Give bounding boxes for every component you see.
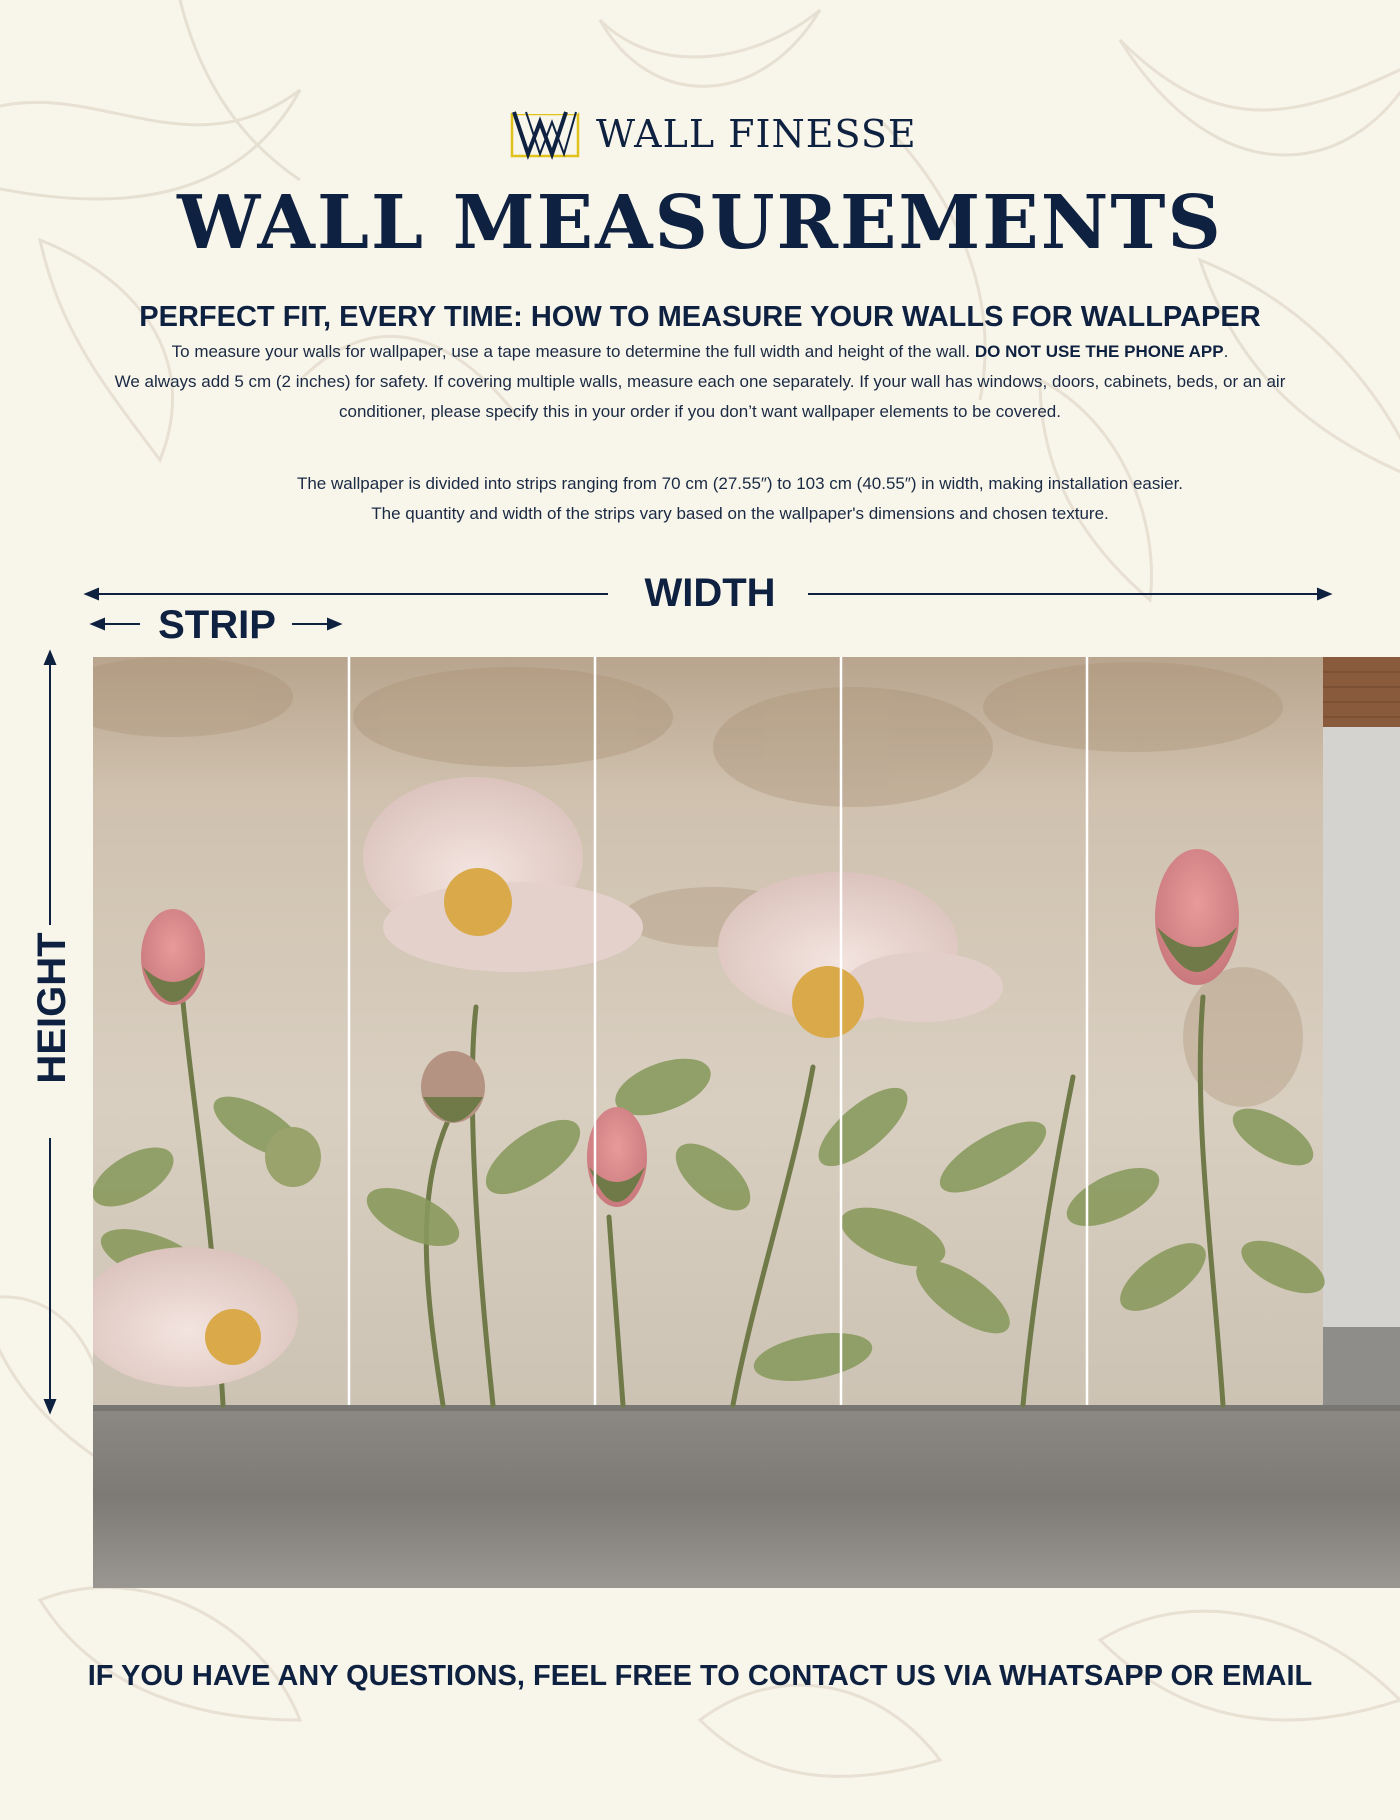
page-subtitle: PERFECT FIT, EVERY TIME: HOW TO MEASURE YOUR WALLS FOR WALLPAPER <box>139 301 1261 333</box>
measuring-instructions <box>80 337 1320 427</box>
strip-info <box>210 469 1270 529</box>
floral-wallpaper-image <box>93 657 1400 1588</box>
brand-name: WALL FINESSE <box>596 112 917 156</box>
instruction-text: To measure your walls for wallpaper, use a tape measure to determine the full width and height of the wall. <box>171 342 971 361</box>
contact-cta: IF YOU HAVE ANY QUESTIONS, FEEL FREE TO CONTACT US VIA WHATSAPP OR EMAIL <box>87 1660 1313 1692</box>
instruction-period: . <box>1223 342 1229 361</box>
safety-margin-text: We always add 5 cm (2 inches) for safety. If covering multiple walls, measure each one separately. If your wall has windows, doors, cabinets, beds, or an air conditioner, please specify this in your order if you don’t want wallpaper elements to be covered. <box>114 372 1286 421</box>
wall-finesse-monogram-icon <box>510 108 580 160</box>
strip-width-text: The wallpaper is divided into strips ranging from 70 cm (27.55″) to 103 cm (40.55″) in width, making installation easier. <box>296 474 1184 493</box>
phone-app-warning: DO NOT USE THE PHONE APP <box>974 342 1224 361</box>
wall-mural-illustration <box>93 657 1400 1588</box>
width-label: WIDTH <box>644 571 776 615</box>
strip-label: STRIP <box>158 603 276 647</box>
strip-quantity-text: The quantity and width of the strips vary based on the wallpaper's dimensions and chosen texture. <box>371 504 1109 523</box>
brand-logo[interactable] <box>510 108 917 160</box>
page-title: WALL MEASUREMENTS <box>177 180 1223 266</box>
height-label: HEIGHT <box>30 932 74 1084</box>
